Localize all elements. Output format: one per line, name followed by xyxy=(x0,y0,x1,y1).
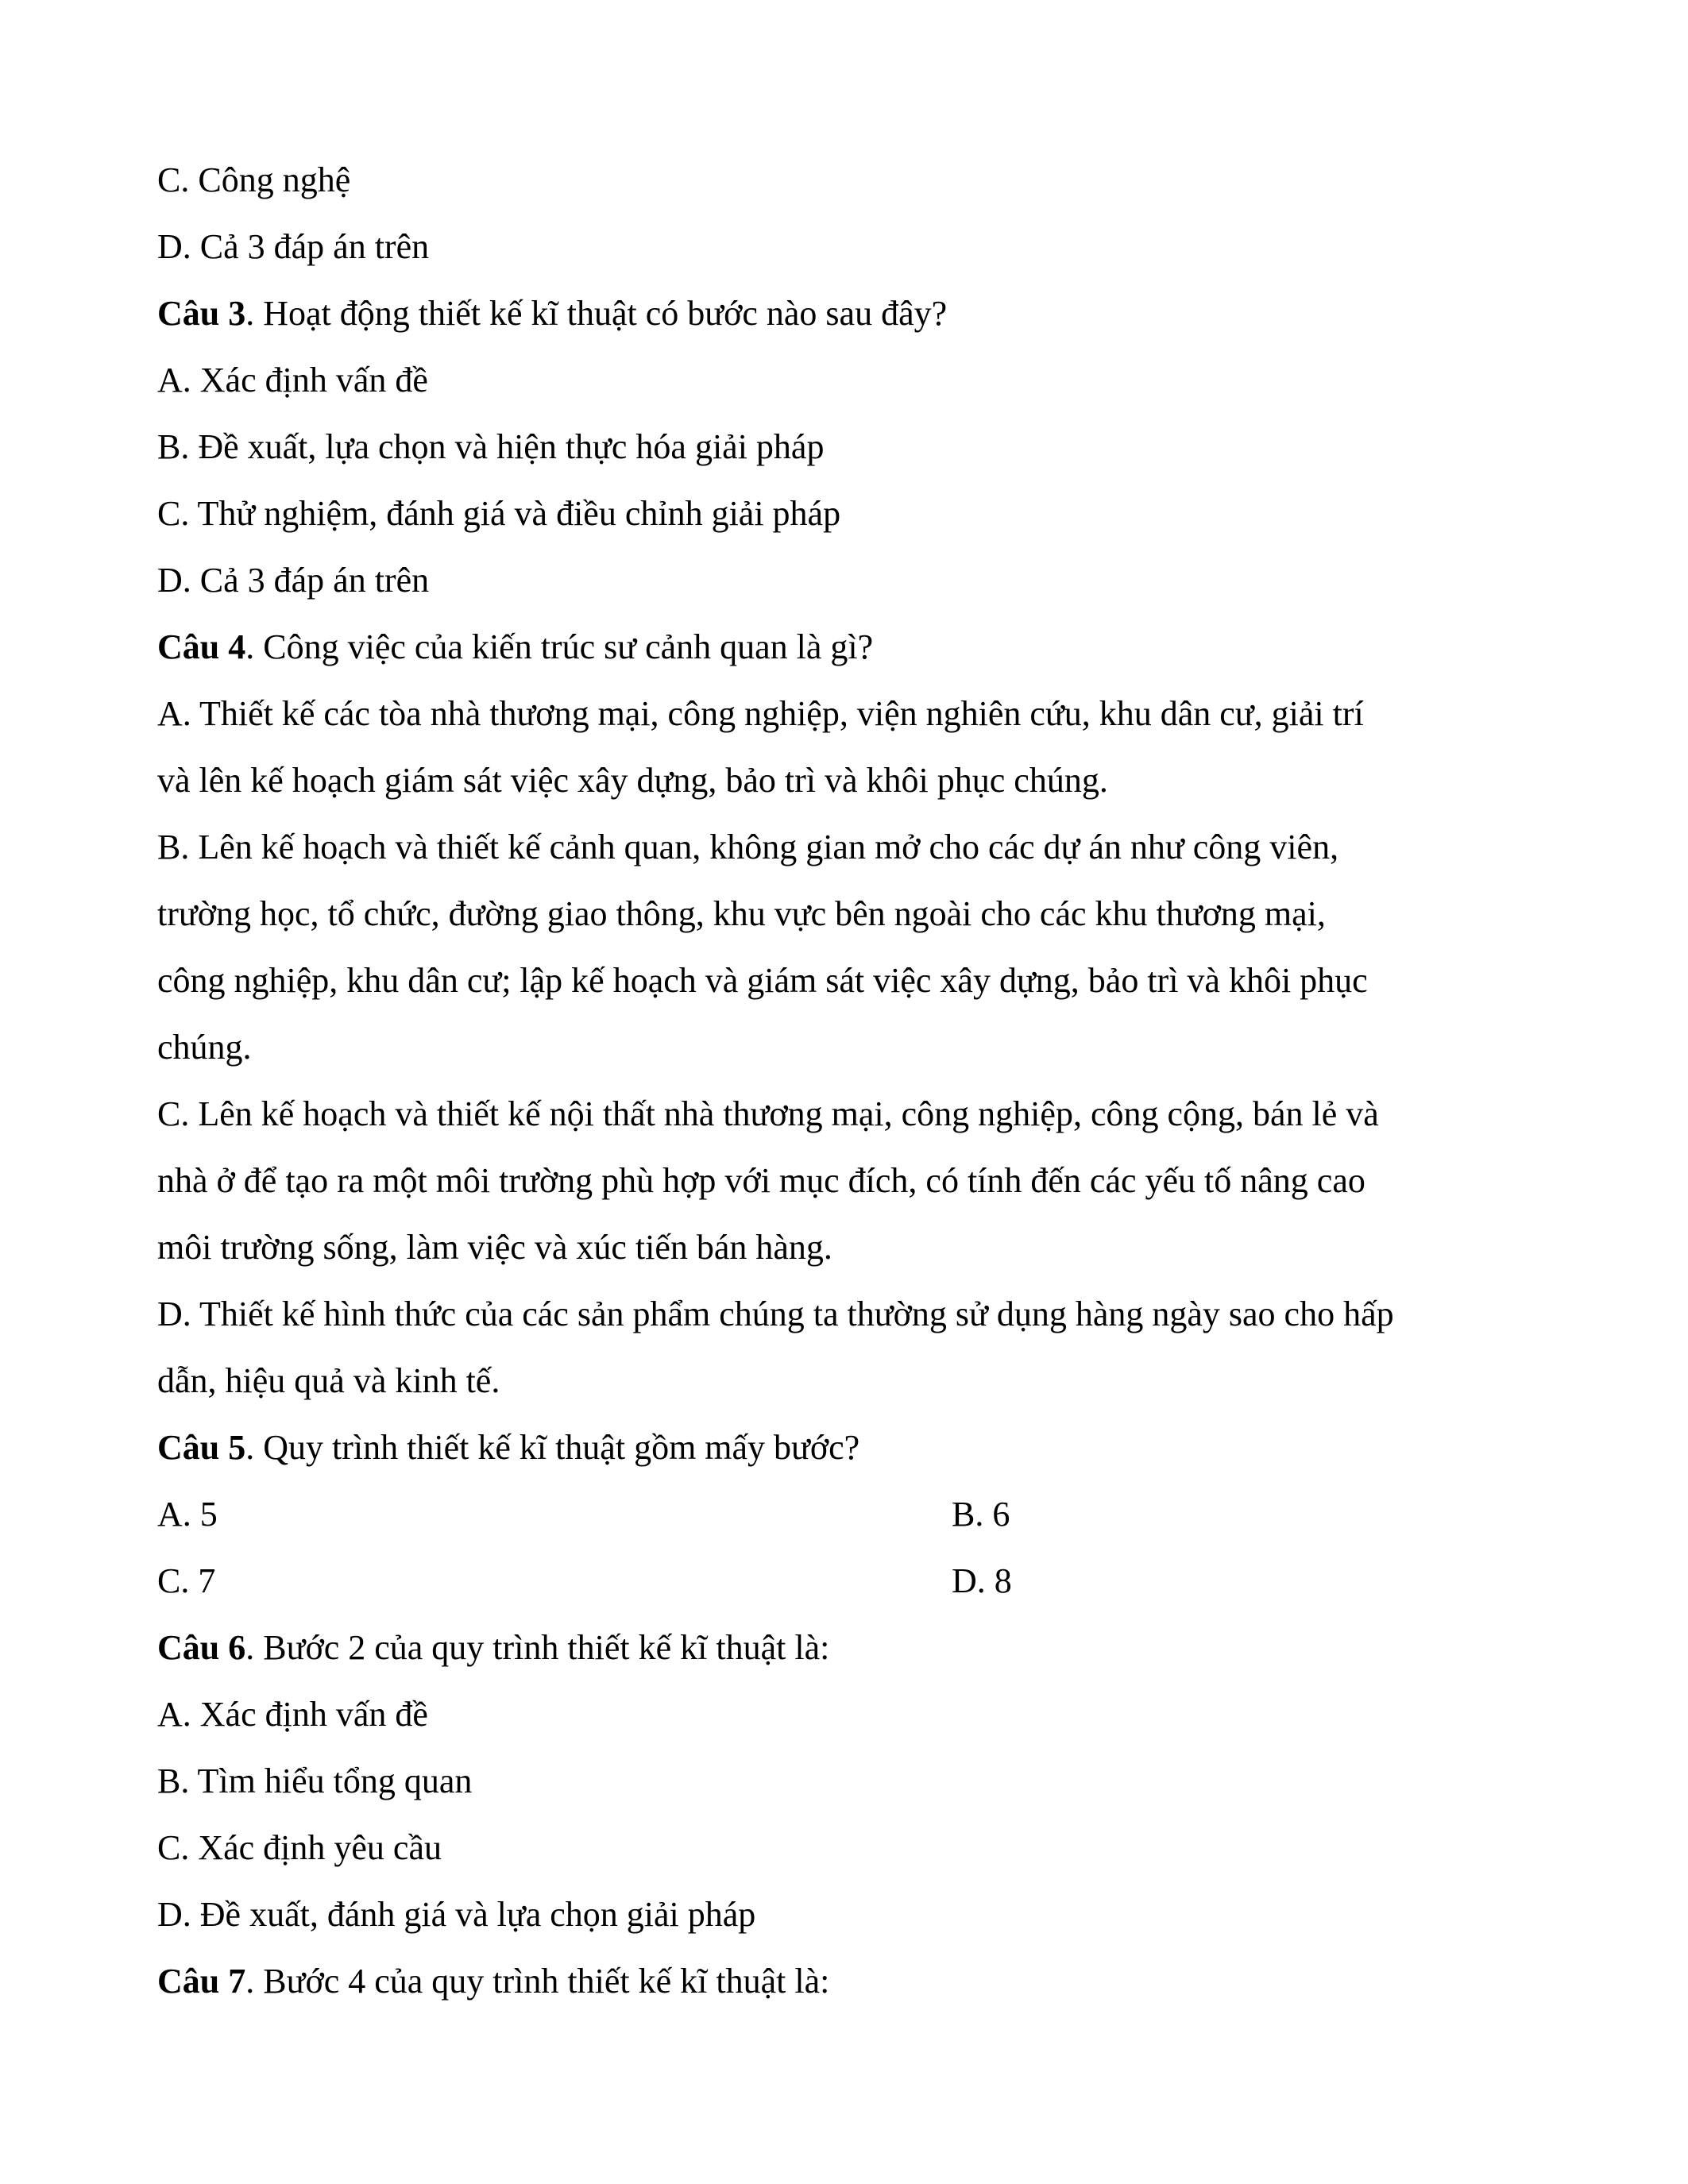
question-4 xyxy=(157,614,1539,681)
q5-options-row-2 xyxy=(157,1548,1539,1615)
q6-option-a: A. Xác định vấn đề xyxy=(157,1695,428,1734)
q3-option-a: A. Xác định vấn đề xyxy=(157,361,428,399)
q4-option-b-line2: trường học, tổ chức, đường giao thông, khu vực bên ngoài cho các khu thương mại, xyxy=(157,894,1326,933)
q4-option-b-line1: B. Lên kế hoạch và thiết kế cảnh quan, không gian mở cho các dự án như công viên, xyxy=(157,828,1339,866)
q4-option-b-line3: công nghiệp, khu dân cư; lập kế hoạch và giám sát việc xây dựng, bảo trì và khôi phục xyxy=(157,961,1368,1000)
q4-option-d-line2: dẫn, hiệu quả và kinh tế. xyxy=(157,1361,500,1400)
question-6 xyxy=(157,1615,1539,1681)
question-7-text: . Bước 4 của quy trình thiết kế kĩ thuật là: xyxy=(245,1962,830,2001)
q5-options-row-1 xyxy=(157,1481,1539,1548)
document-page xyxy=(157,147,1539,2015)
question-7 xyxy=(157,1948,1539,2015)
question-5-text: . Quy trình thiết kế kĩ thuật gồm mấy bước? xyxy=(245,1428,860,1467)
q2-option-d: D. Cả 3 đáp án trên xyxy=(157,227,430,266)
q5-option-d: D. 8 xyxy=(952,1561,1012,1600)
question-5-label: Câu 5 xyxy=(157,1428,246,1467)
q4-option-a-line1: A. Thiết kế các tòa nhà thương mại, công nghiệp, viện nghiên cứu, khu dân cư, giải trí xyxy=(157,694,1364,733)
question-3 xyxy=(157,280,1539,347)
question-3-label: Câu 3 xyxy=(157,294,246,333)
q5-option-c: C. 7 xyxy=(157,1561,216,1600)
q5-option-b: B. 6 xyxy=(952,1495,1010,1534)
q3-option-c: C. Thử nghiệm, đánh giá và điều chỉnh giải pháp xyxy=(157,494,841,533)
q6-option-c: C. Xác định yêu cầu xyxy=(157,1828,442,1867)
q4-option-c-line2: nhà ở để tạo ra một môi trường phù hợp với mục đích, có tính đến các yếu tố nâng cao xyxy=(157,1161,1365,1200)
q6-option-d: D. Đề xuất, đánh giá và lựa chọn giải pháp xyxy=(157,1895,756,1934)
question-3-text: . Hoạt động thiết kế kĩ thuật có bước nào sau đây? xyxy=(245,294,948,333)
question-6-text: . Bước 2 của quy trình thiết kế kĩ thuật là: xyxy=(245,1628,830,1667)
q4-option-c-line3: môi trường sống, làm việc và xúc tiến bán hàng. xyxy=(157,1228,832,1267)
question-5 xyxy=(157,1414,1539,1481)
q4-option-b-line4: chúng. xyxy=(157,1028,252,1067)
q5-option-a: A. 5 xyxy=(157,1495,218,1534)
question-4-text: . Công việc của kiến trúc sư cảnh quan là gì? xyxy=(245,627,874,666)
q4-option-d-line1: D. Thiết kế hình thức của các sản phẩm chúng ta thường sử dụng hàng ngày sao cho hấp xyxy=(157,1295,1394,1333)
question-6-label: Câu 6 xyxy=(157,1628,246,1667)
q4-option-c-line1: C. Lên kế hoạch và thiết kế nội thất nhà thương mại, công nghiệp, công cộng, bán lẻ và xyxy=(157,1094,1379,1133)
q3-option-b: B. Đề xuất, lựa chọn và hiện thực hóa giải pháp xyxy=(157,427,825,466)
question-7-label: Câu 7 xyxy=(157,1962,246,2001)
q3-option-d: D. Cả 3 đáp án trên xyxy=(157,561,430,600)
q4-option-a-line2: và lên kế hoạch giám sát việc xây dựng, bảo trì và khôi phục chúng. xyxy=(157,761,1108,800)
q2-option-c: C. Công nghệ xyxy=(157,160,351,199)
question-4-label: Câu 4 xyxy=(157,627,246,666)
q6-option-b: B. Tìm hiểu tổng quan xyxy=(157,1761,473,1800)
